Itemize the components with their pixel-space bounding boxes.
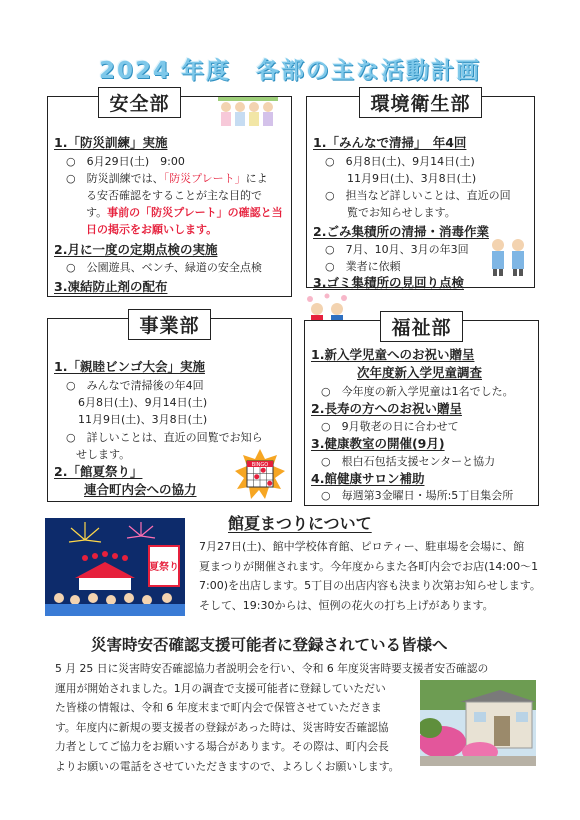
fukushi-item1-text: ○ 今年度の新入学児童は1名でした。 — [321, 385, 514, 398]
natsu-line1: 7月27日(土)、館中学校体育館、ピロティー、駐車場を会場に、館 — [199, 540, 525, 553]
saigai-heading: 災害時安否確認支援可能者に登録されている皆様へ — [91, 636, 448, 654]
jigyo-item2-title: 2.「館夏祭り」 — [54, 464, 143, 479]
kankyo-item1-line2: 11月9日(土)、3月8日(土) — [347, 172, 477, 185]
jigyo-box — [47, 315, 292, 502]
jigyo-item1-title: 1.「親睦ビンゴ大会」実施 — [54, 359, 205, 374]
volunteers-illustration — [216, 93, 284, 131]
jigyo-item1-line4: ○ 詳しいことは、直近の回覧でお知ら — [66, 431, 263, 444]
fukushi-heading: 福祉部 — [380, 311, 462, 342]
saigai-line3: た皆様の情報は、令和 6 年度末まで町内会で保管させていただきま — [55, 701, 382, 714]
kankyo-item1-title: 1.「みんなで清掃」 年4回 — [313, 135, 467, 150]
jigyo-item1-line5: せします。 — [76, 448, 131, 461]
fukushi-item3-title: 3.健康教室の開催(9月) — [311, 436, 445, 451]
svg-text:夏祭り: 夏祭り — [149, 562, 179, 573]
kankyo-item2-title: 2.ごみ集積所の清掃・消毒作業 — [313, 224, 489, 239]
anzen-item2-text: ○ 公園遊具、ベンチ、緑道の安全点検 — [66, 261, 262, 274]
fukushi-item4-text: ○ 毎週第3金曜日・場所:5丁目集会所 — [321, 489, 514, 502]
anzen-item1-line1: ○ 防災訓練では、「防災プレート」によ — [66, 172, 268, 185]
anzen-item1-line3: す。事前の「防災プレート」の確認と当 — [86, 206, 283, 219]
fukushi-box — [304, 317, 539, 506]
jigyo-item2-sub: 連合町内会への協力 — [84, 482, 197, 497]
fukushi-item4-title: 4.館健康サロン補助 — [311, 471, 425, 486]
kankyo-item2-line2: ○ 業者に依頼 — [325, 260, 401, 273]
summer-festival-poster — [45, 518, 185, 616]
saigai-line5: 力者としてご協力をお願いする場合があります。その際は、町内会長 — [55, 740, 389, 753]
svg-text:BINGO: BINGO — [251, 462, 269, 468]
anzen-item1-title: 1.「防災訓練」実施 — [54, 135, 168, 150]
kankyo-item1-line4: 覧でお知らせします。 — [347, 206, 456, 219]
community-hall-photo — [420, 680, 536, 766]
natsu-text — [199, 537, 541, 615]
jigyo-item1-line3: 11月9日(土)、3月8日(土) — [78, 413, 208, 426]
anzen-item1-line4: 日の掲示をお願いします。 — [86, 223, 218, 236]
cleaners-illustration — [487, 233, 531, 277]
fukushi-item2-text: ○ 9月敬老の日に合わせて — [321, 420, 459, 433]
anzen-heading: 安全部 — [98, 87, 180, 118]
jigyo-item1-line1: ○ みんなで清掃後の年4回 — [66, 379, 204, 392]
saigai-line6: よりお願いの電話をさせていただきますので、よろしくお願いします。 — [55, 759, 400, 773]
kankyo-box — [306, 93, 535, 290]
saigai-line1: 5 月 25 日に災害時安否確認協力者説明会を行い、令和 6 年度災害時要支援者安否確認の — [55, 662, 489, 675]
saigai-line2: 運用が開始されました。1月の調査で支援可能者に登録していただい — [55, 681, 386, 695]
bingo-card-illustration — [235, 449, 285, 499]
fukushi-item3-text: ○ 根白石包括支援センターと協力 — [321, 455, 496, 468]
natsu-line3: 7:00)を出店します。5丁目の出店内容も決まり次第お知らせします。 — [199, 579, 541, 592]
jigyo-heading: 事業部 — [128, 309, 210, 340]
anzen-item2-title: 2.月に一度の定期点検の実施 — [54, 242, 218, 257]
saigai-line4: す。年度内に新規の要支援者の登録があった時は、災害時安否確認協 — [55, 720, 389, 734]
anzen-item1-date: ○ 6月29日(土) 9:00 — [66, 155, 185, 168]
fukushi-item1-sub: 次年度新入学児童調査 — [357, 365, 483, 380]
kankyo-item3-title: 3.ゴミ集積所の見回り点検 — [313, 275, 464, 290]
jigyo-item1-line2: 6月8日(土)、9月14日(土) — [78, 396, 208, 409]
anzen-item3-title: 3.凍結防止剤の配布 — [54, 279, 168, 294]
fukushi-item1-title: 1.新入学児童へのお祝い贈呈 — [311, 347, 475, 362]
kankyo-heading: 環境衛生部 — [359, 87, 481, 118]
kankyo-item2-line1: ○ 7月、10月、3月の年3回 — [325, 243, 469, 256]
fukushi-item2-title: 2.長寿の方へのお祝い贈呈 — [311, 401, 462, 416]
anzen-box — [47, 93, 292, 297]
page-title: 2024 年度 各部の主な活動計画 — [98, 58, 482, 84]
kankyo-item1-line3: ○ 担当など詳しいことは、直近の回 — [325, 189, 511, 202]
natsu-line2: 夏まつりが開催されます。今年度からまた各町内会でお店(14:00〜1 — [199, 559, 539, 573]
natsu-line4: そして、19:30からは、恒例の花火の打ち上げがあります。 — [199, 598, 494, 612]
anzen-item1-line2: る安否確認をすることが主な目的で — [86, 189, 262, 202]
natsu-heading: 館夏まつりについて — [228, 514, 372, 533]
kankyo-item1-line1: ○ 6月8日(土)、9月14日(土) — [325, 155, 475, 168]
